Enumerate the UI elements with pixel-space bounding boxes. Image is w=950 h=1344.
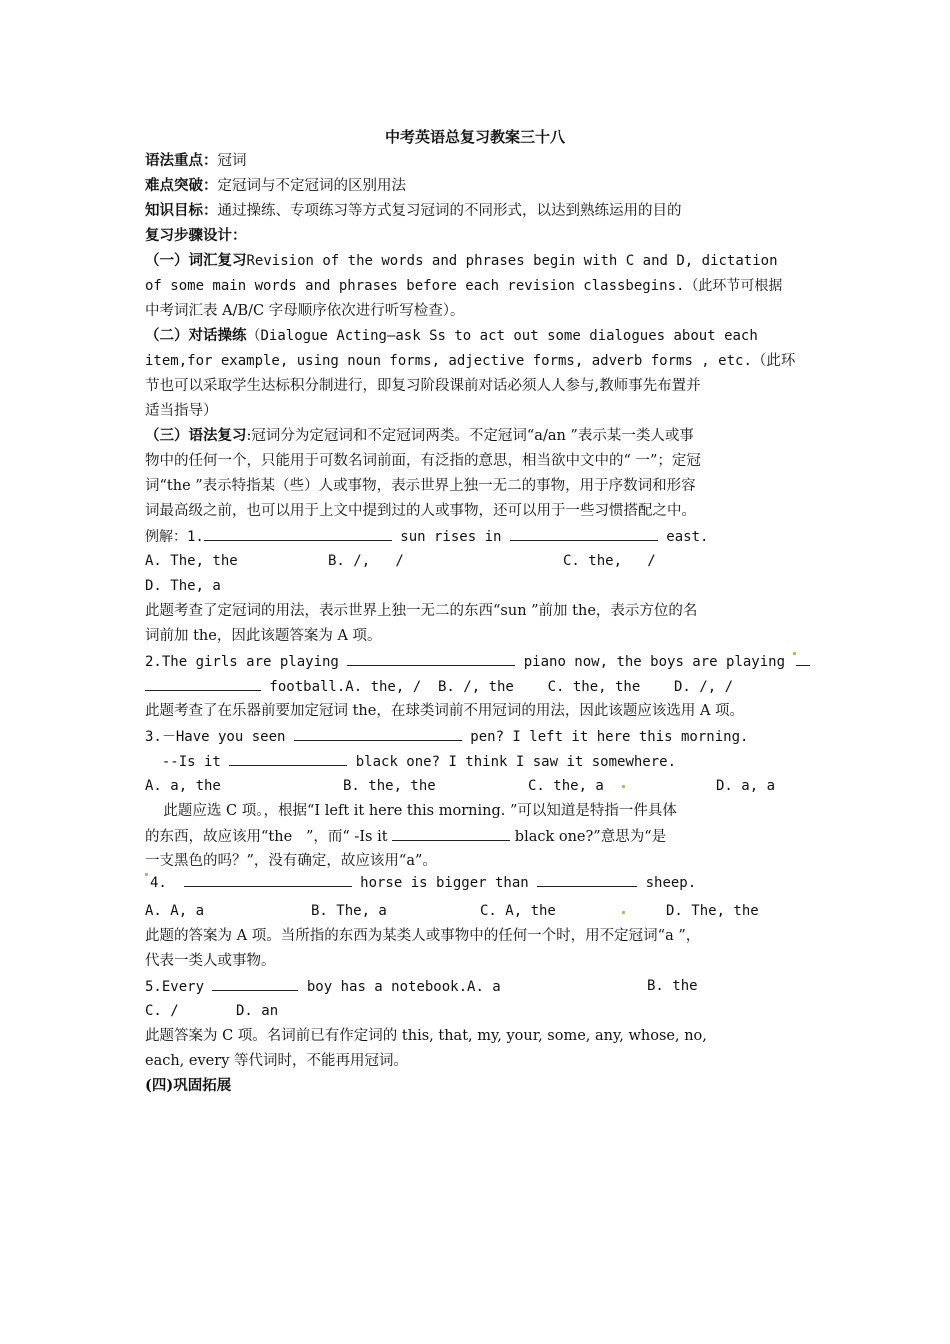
q4-option-a: A. A, a: [145, 903, 205, 919]
grammar-focus-line: [145, 152, 247, 170]
q3-prefix: 3.－Have you seen: [145, 729, 294, 745]
section3-text1: :冠词分为定冠词和不定冠词两类。不定冠词“a/an ”表示某一类人或事: [246, 428, 694, 444]
q4-explanation1: 此题的答案为 A 项。当所指的东西为某类人或事物中的任何一个时，用不定冠词“a ”，: [145, 928, 701, 944]
q3-line2-prefix: --Is it: [145, 754, 230, 770]
q4-blank1: [184, 873, 352, 887]
section2-text2b: （此环: [751, 353, 796, 369]
q2-blank2b: [145, 677, 261, 691]
section1-heading: （一）词汇复习: [145, 252, 247, 269]
q5-blank: [212, 977, 298, 991]
q5-option-b: B. the: [647, 978, 698, 994]
q3-blank1: [294, 727, 462, 741]
q5-explanation2: each, every 等代词时，不能再用冠词。: [145, 1053, 408, 1069]
difficulty-label: 难点突破：: [145, 177, 218, 194]
q3-option-c: C. the, a: [528, 778, 604, 794]
q1-option-c: C. the, /: [563, 553, 656, 569]
q1-blank2: [510, 527, 658, 541]
q5-rest: boy has a notebook.A. a: [298, 979, 501, 995]
q1-option-d: D. The, a: [145, 578, 221, 594]
grammar-label: 语法重点：: [145, 152, 218, 169]
q4-post: sheep.: [637, 875, 697, 891]
section2-line3: 节也可以采取学生达标积分制进行，即复习阶段课前对话必须人人参与,教师事先布置并: [145, 378, 701, 394]
q2-blank1: [347, 652, 515, 666]
q3-option-d: D. a, a: [716, 778, 776, 794]
section3-line3: 词“the ”表示特指某（些）人或事物，表示世界上独一无二的事物，用于序数词和形容: [145, 478, 696, 494]
question3-line1: [145, 727, 748, 746]
q1-mid: sun rises in: [391, 529, 510, 545]
section3-line1: [145, 427, 694, 445]
q4-option-b: B. The, a: [311, 903, 387, 919]
section1-line3: 中考词汇表 A/B/C 字母顺序依次进行听写检查）。: [145, 303, 465, 319]
q5-option-d: D. an: [236, 1003, 279, 1019]
q4-prefix: 4.: [150, 875, 184, 891]
question1-stem: [145, 527, 708, 546]
marker-dot: [145, 873, 148, 876]
q4-blank2: [537, 873, 637, 887]
section1-line1: [145, 252, 778, 270]
section4-heading: (四)巩固拓展: [145, 1077, 232, 1094]
q5-explanation1: 此题答案为 C 项。名词前已有作定词的 this, that, my, your, some, any, whose, no,: [145, 1028, 707, 1044]
section1-line2: of some main words and phrases before each revision classbegins.（此环节可根据: [145, 278, 783, 294]
q2-prefix: 2.The girls are playing: [145, 654, 348, 670]
q3-exp-blank: [392, 827, 510, 841]
question2-stem: [145, 652, 810, 671]
goal-label: 知识目标：: [145, 202, 218, 219]
marker-dot: [622, 785, 625, 788]
q3-explanation2: [145, 827, 666, 846]
q2-blank2a: [796, 652, 810, 666]
question3-line2: [145, 752, 676, 771]
goal-value: 通过操练、专项练习等方式复习冠词的不同形式，以达到熟练运用的目的: [217, 203, 682, 219]
q3-line1-rest: pen? I left it here this morning.: [461, 729, 749, 745]
q4-option-d: D. The, the: [666, 903, 759, 919]
q1-blank1: [204, 527, 392, 541]
q2-options: football.A. the, / B. /, the C. the, the D. /, /: [261, 679, 734, 695]
q5-option-c: C. /: [145, 1003, 179, 1019]
q4-option-c: C. A, the: [480, 903, 556, 919]
q3-explanation3: 一支黑色的吗？”，没有确定，故应该用“a”。: [145, 853, 437, 869]
q3-exp2-rest: black one?”意思为“是: [510, 829, 667, 845]
q1-option-b: B. /, /: [328, 553, 404, 569]
q1-explanation2: 词前加 the，因此该题答案为 A 项。: [145, 628, 382, 644]
q4-mid: horse is bigger than: [351, 875, 538, 891]
question2-options: [145, 677, 733, 696]
difficulty-line: [145, 177, 406, 195]
q3-exp2-prefix: 的东西，故应该用“the ”，而“ -Is it: [145, 829, 393, 845]
section2-text1: （Dialogue Acting—ask Ss to act out some dialogues about each: [246, 328, 758, 344]
q4-explanation2: 代表一类人或事物。: [145, 953, 276, 969]
q2-explanation: 此题考查了在乐器前要加定冠词 the，在球类词前不用冠词的用法，因此该题应该选用 A 项。: [145, 703, 745, 719]
section2-line4: 适当指导）: [145, 403, 218, 419]
q3-line2-rest: black one? I think I saw it somewhere.: [347, 754, 677, 770]
question5-stem: [145, 977, 501, 996]
section3-line2: 物中的任何一个，只能用于可数名词前面，有泛指的意思，相当欲中文中的“ 一”；定冠: [145, 453, 701, 469]
section2-line1: [145, 327, 758, 345]
section2-heading: （二）对话操练: [145, 327, 247, 344]
marker-dot: [622, 911, 625, 914]
difficulty-value: 定冠词与不定冠词的区别用法: [217, 178, 406, 194]
section1-text1: Revision of the words and phrases begin with C and D, dictation: [246, 253, 778, 269]
q3-blank2: [229, 752, 347, 766]
q1-option-a: A. The, the: [145, 553, 238, 569]
steps-heading: 复习步骤设计：: [145, 227, 247, 244]
section3-heading: （三）语法复习: [145, 427, 247, 444]
question4-stem: [145, 873, 696, 892]
q5-prefix: 5.Every: [145, 979, 213, 995]
section2-text2: item,for example, using noun forms, adjective forms, adverb forms , etc.: [145, 353, 752, 369]
q2-mid: piano now, the boys are playing: [515, 654, 794, 670]
goal-line: [145, 202, 682, 220]
q1-post: east.: [657, 529, 709, 545]
section2-line2: [145, 352, 795, 370]
page-title: 中考英语总复习教案三十八: [384, 128, 565, 146]
q1-explanation1: 此题考查了定冠词的用法，表示世界上独一无二的东西“sun ”前加 the，表示方位的名: [145, 603, 698, 619]
q3-explanation1: 此题应选 C 项。，根据“I left it here this morning. ”可以知道是特指一件具体: [145, 803, 677, 819]
q1-prefix: 例解：1.: [145, 529, 204, 545]
section3-line4: 词最高级之前，也可以用于上文中提到过的人或事物，还可以用于一些习惯搭配之中。: [145, 503, 696, 519]
grammar-value: 冠词: [217, 153, 247, 169]
q3-option-b: B. the, the: [343, 778, 436, 794]
q3-option-a: A. a, the: [145, 778, 221, 794]
